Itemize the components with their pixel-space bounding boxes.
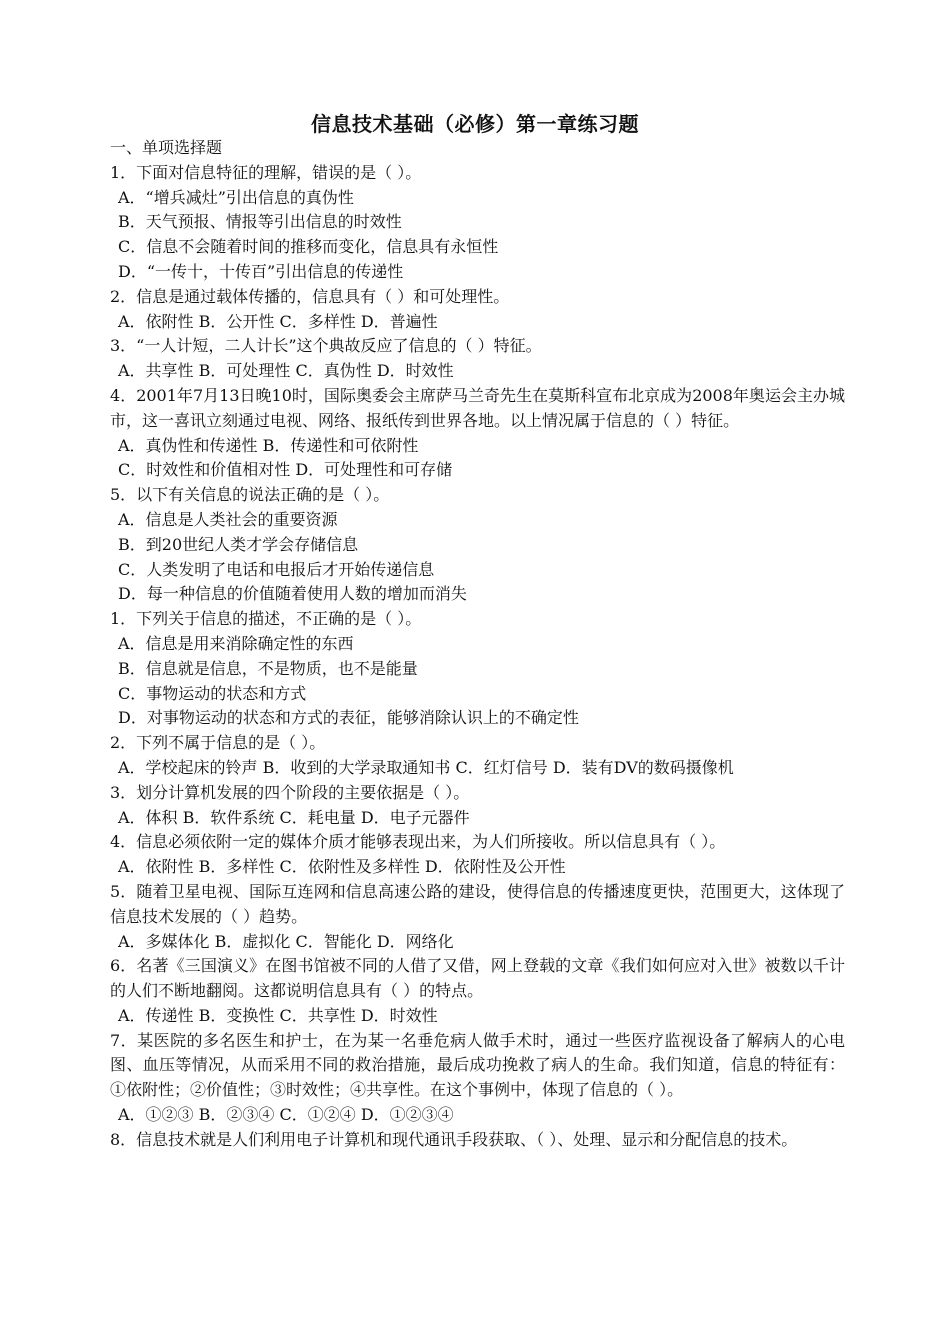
answer-options: C．时效性和价值相对性 D．可处理性和可存储 bbox=[118, 460, 453, 480]
answer-options: C．信息不会随着时间的推移而变化，信息具有永恒性 bbox=[118, 237, 499, 257]
question-text: 4．2001年7月13日晚10时，国际奥委会主席萨马兰奇先生在莫斯科宣布北京成为2008年奥运会主办城市，这一喜讯立刻通过电视、网络、报纸传到世界各地。以上情况属于信息的（ ）特征。 bbox=[110, 385, 845, 430]
answer-options: B．天气预报、情报等引出信息的时效性 bbox=[118, 212, 402, 232]
answer-options: A．“增兵减灶”引出信息的真伪性 bbox=[118, 187, 354, 207]
answer-options: C．人类发明了电话和电报后才开始传递信息 bbox=[118, 559, 435, 579]
answer-options: B．到20世纪人类才学会存储信息 bbox=[118, 534, 359, 554]
question-text: 5．以下有关信息的说法正确的是（ ）。 bbox=[110, 485, 390, 505]
question-text: 6．名著《三国演义》在图书馆被不同的人借了又借，网上登载的文章《我们如何应对入世》被数以千计的人们不断地翻阅。这都说明信息具有（ ）的特点。 bbox=[110, 956, 845, 1001]
question-text: 3．划分计算机发展的四个阶段的主要依据是（ ）。 bbox=[110, 782, 470, 802]
answer-options: D．每一种信息的价值随着使用人数的增加而消失 bbox=[118, 584, 467, 604]
question-text: 2．下列不属于信息的是（ ）。 bbox=[110, 733, 326, 753]
answer-options: A．学校起床的铃声 B．收到的大学录取通知书 C．红灯信号 D．装有DV的数码摄像机 bbox=[118, 757, 734, 777]
question-text: 5．随着卫星电视、国际互连网和信息高速公路的建设，使得信息的传播速度更快，范围更大，这体现了信息技术发展的（ ）趋势。 bbox=[110, 881, 845, 926]
answer-options: A．真伪性和传递性 B．传递性和可依附性 bbox=[118, 435, 419, 455]
question-body bbox=[110, 136, 845, 1153]
answer-options: A．①②③ B．②③④ C．①②④ D．①②③④ bbox=[118, 1105, 454, 1125]
answer-options: C．事物运动的状态和方式 bbox=[118, 683, 307, 703]
answer-options: A．信息是人类社会的重要资源 bbox=[118, 509, 338, 529]
question-text: 1．下面对信息特征的理解，错误的是（ ）。 bbox=[110, 162, 422, 182]
answer-options: B．信息就是信息，不是物质，也不是能量 bbox=[118, 658, 418, 678]
answer-options: A．依附性 B．多样性 C．依附性及多样性 D．依附性及公开性 bbox=[118, 857, 566, 877]
question-text: 3．“一人计短，二人计长”这个典故反应了信息的（ ）特征。 bbox=[110, 336, 542, 356]
section-heading: 一、单项选择题 bbox=[110, 138, 223, 157]
question-text: 8．信息技术就是人们利用电子计算机和现代通讯手段获取、（ ）、处理、显示和分配信息的技术。 bbox=[110, 1129, 798, 1149]
answer-options: A．体积 B．软件系统 C．耗电量 D．电子元器件 bbox=[118, 807, 470, 827]
question-text: 1．下列关于信息的描述，不正确的是（ ）。 bbox=[110, 609, 422, 629]
answer-options: A．信息是用来消除确定性的东西 bbox=[118, 633, 354, 653]
question-text: 4．信息必须依附一定的媒体介质才能够表现出来，为人们所接收。所以信息具有（ ）。 bbox=[110, 832, 726, 852]
question-text: 7．某医院的多名医生和护士，在为某一名垂危病人做手术时，通过一些医疗监视设备了解病人的心电图、血压等情况，从而采用不同的救治措施，最后成功挽救了病人的生命。我们知道，信息的特征有：①依附性；②价值性；③时效性；④共享性。在这个事例中，体现了信息的（ ）。 bbox=[110, 1030, 845, 1100]
answer-options: A．多媒体化 B．虚拟化 C．智能化 D．网络化 bbox=[118, 931, 454, 951]
answer-options: A．依附性 B．公开性 C．多样性 D．普遍性 bbox=[118, 311, 438, 331]
answer-options: A．共享性 B．可处理性 C．真伪性 D．时效性 bbox=[118, 361, 454, 381]
answer-options: A．传递性 B．变换性 C．共享性 D．时效性 bbox=[118, 1005, 438, 1025]
page-title: 信息技术基础（必修）第一章练习题 bbox=[311, 112, 639, 136]
answer-options: D．对事物运动的状态和方式的表征，能够消除认识上的不确定性 bbox=[118, 708, 579, 728]
answer-options: D．“一传十，十传百”引出信息的传递性 bbox=[118, 261, 404, 281]
question-text: 2．信息是通过载体传播的，信息具有（ ）和可处理性。 bbox=[110, 286, 510, 306]
